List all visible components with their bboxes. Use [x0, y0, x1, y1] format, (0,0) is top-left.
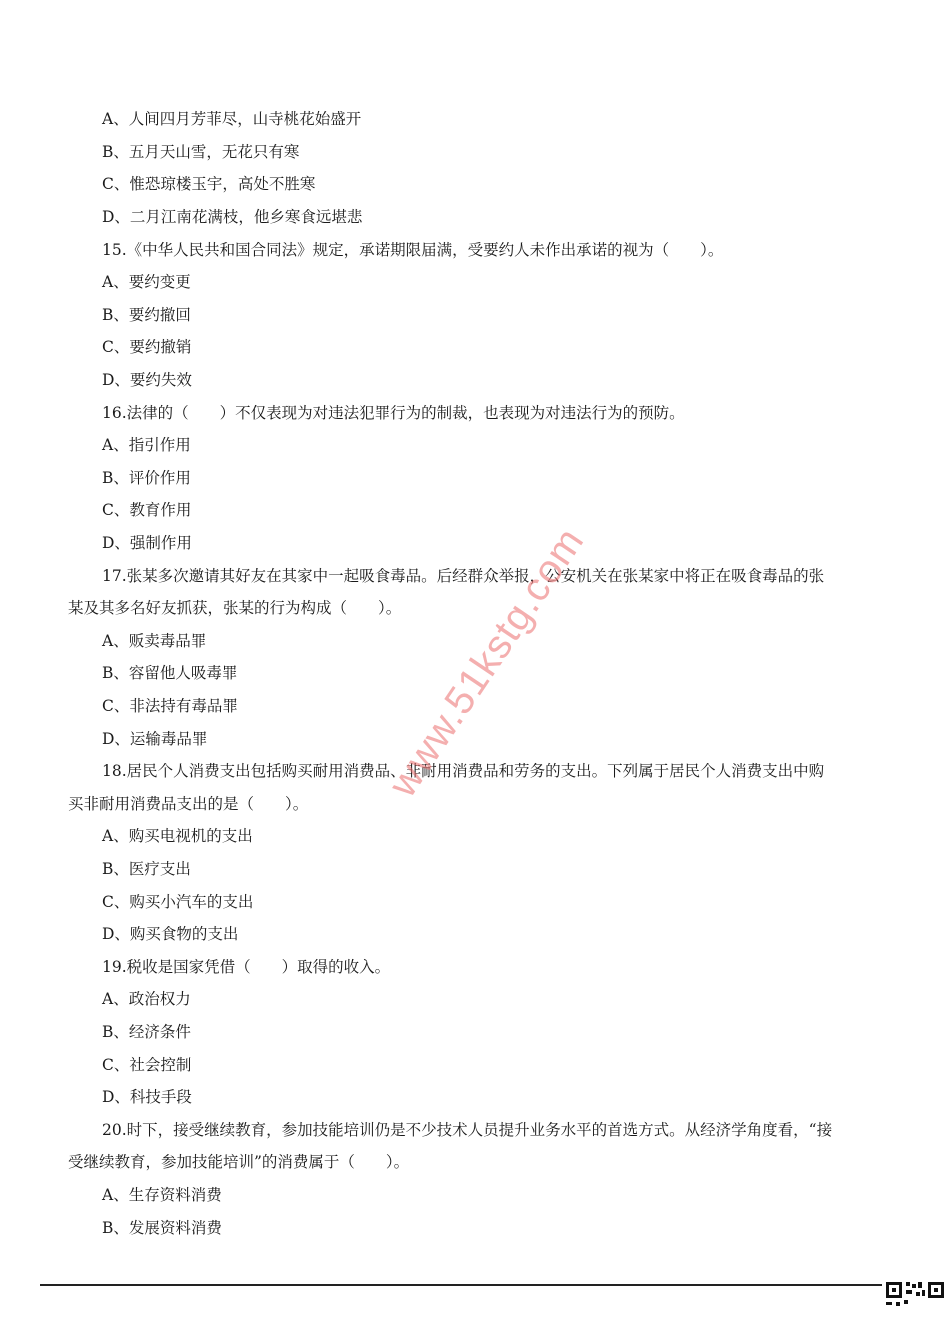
q15-option-c: C、要约撤销	[102, 338, 192, 356]
q17-option-a: A、贩卖毒品罪	[102, 632, 207, 650]
q16-option-b: B、评价作用	[102, 469, 191, 487]
q18-option-d: D、购买食物的支出	[102, 925, 239, 943]
q15-stem: 15.《中华人民共和国合同法》规定，承诺期限届满，受要约人未作出承诺的视为（ ）。	[102, 241, 724, 259]
footer-divider	[40, 1284, 882, 1286]
q19-option-b: B、经济条件	[102, 1023, 191, 1041]
q14-option-d: D、二月江南花满枝，他乡寒食远堪悲	[102, 208, 363, 226]
q17-option-b: B、容留他人吸毒罪	[102, 664, 238, 682]
q14-option-b: B、五月天山雪，无花只有寒	[102, 143, 300, 161]
q18-option-b: B、医疗支出	[102, 860, 191, 878]
q20-stem-line1: 20.时下，接受继续教育，参加技能培训仍是不少技术人员提升业务水平的首选方式。从经济学角度看，“接	[102, 1121, 833, 1139]
watermark: www.51kstg.com	[380, 519, 593, 805]
q19-stem: 19.税收是国家凭借（ ）取得的收入。	[102, 958, 391, 976]
q16-option-c: C、教育作用	[102, 501, 192, 519]
q18-stem-line2: 买非耐用消费品支出的是（ ）。	[68, 795, 309, 813]
q18-option-c: C、购买小汽车的支出	[102, 893, 254, 911]
q18-stem-line1: 18.居民个人消费支出包括购买耐用消费品、非耐用消费品和劳务的支出。下列属于居民个人消费支出中购	[102, 762, 825, 780]
q15-option-b: B、要约撤回	[102, 306, 191, 324]
q18-option-a: A、购买电视机的支出	[102, 827, 253, 845]
q17-stem-line1: 17.张某多次邀请其好友在其家中一起吸食毒品。后经群众举报，公安机关在张某家中将正在吸食毒品的张	[102, 567, 825, 585]
q17-option-d: D、运输毒品罪	[102, 730, 208, 748]
q15-option-d: D、要约失效	[102, 371, 192, 389]
q19-option-c: C、社会控制	[102, 1056, 192, 1074]
q19-option-a: A、政治权力	[102, 990, 191, 1008]
q16-option-d: D、强制作用	[102, 534, 192, 552]
qr-code-icon	[884, 1280, 946, 1344]
q14-option-c: C、惟恐琼楼玉宇，高处不胜寒	[102, 175, 316, 193]
q17-option-c: C、非法持有毒品罪	[102, 697, 238, 715]
q20-option-b: B、发展资料消费	[102, 1219, 222, 1237]
q20-stem-line2: 受继续教育，参加技能培训”的消费属于（ ）。	[68, 1153, 410, 1171]
q19-option-d: D、科技手段	[102, 1088, 192, 1106]
q14-option-a: A、人间四月芳菲尽，山寺桃花始盛开	[102, 110, 362, 128]
q15-option-a: A、要约变更	[102, 273, 191, 291]
q17-stem-line2: 某及其多名好友抓获，张某的行为构成（ ）。	[68, 599, 402, 617]
q20-option-a: A、生存资料消费	[102, 1186, 222, 1204]
q16-option-a: A、指引作用	[102, 436, 191, 454]
q16-stem: 16.法律的（ ）不仅表现为对违法犯罪行为的制裁，也表现为对违法行为的预防。	[102, 404, 685, 422]
